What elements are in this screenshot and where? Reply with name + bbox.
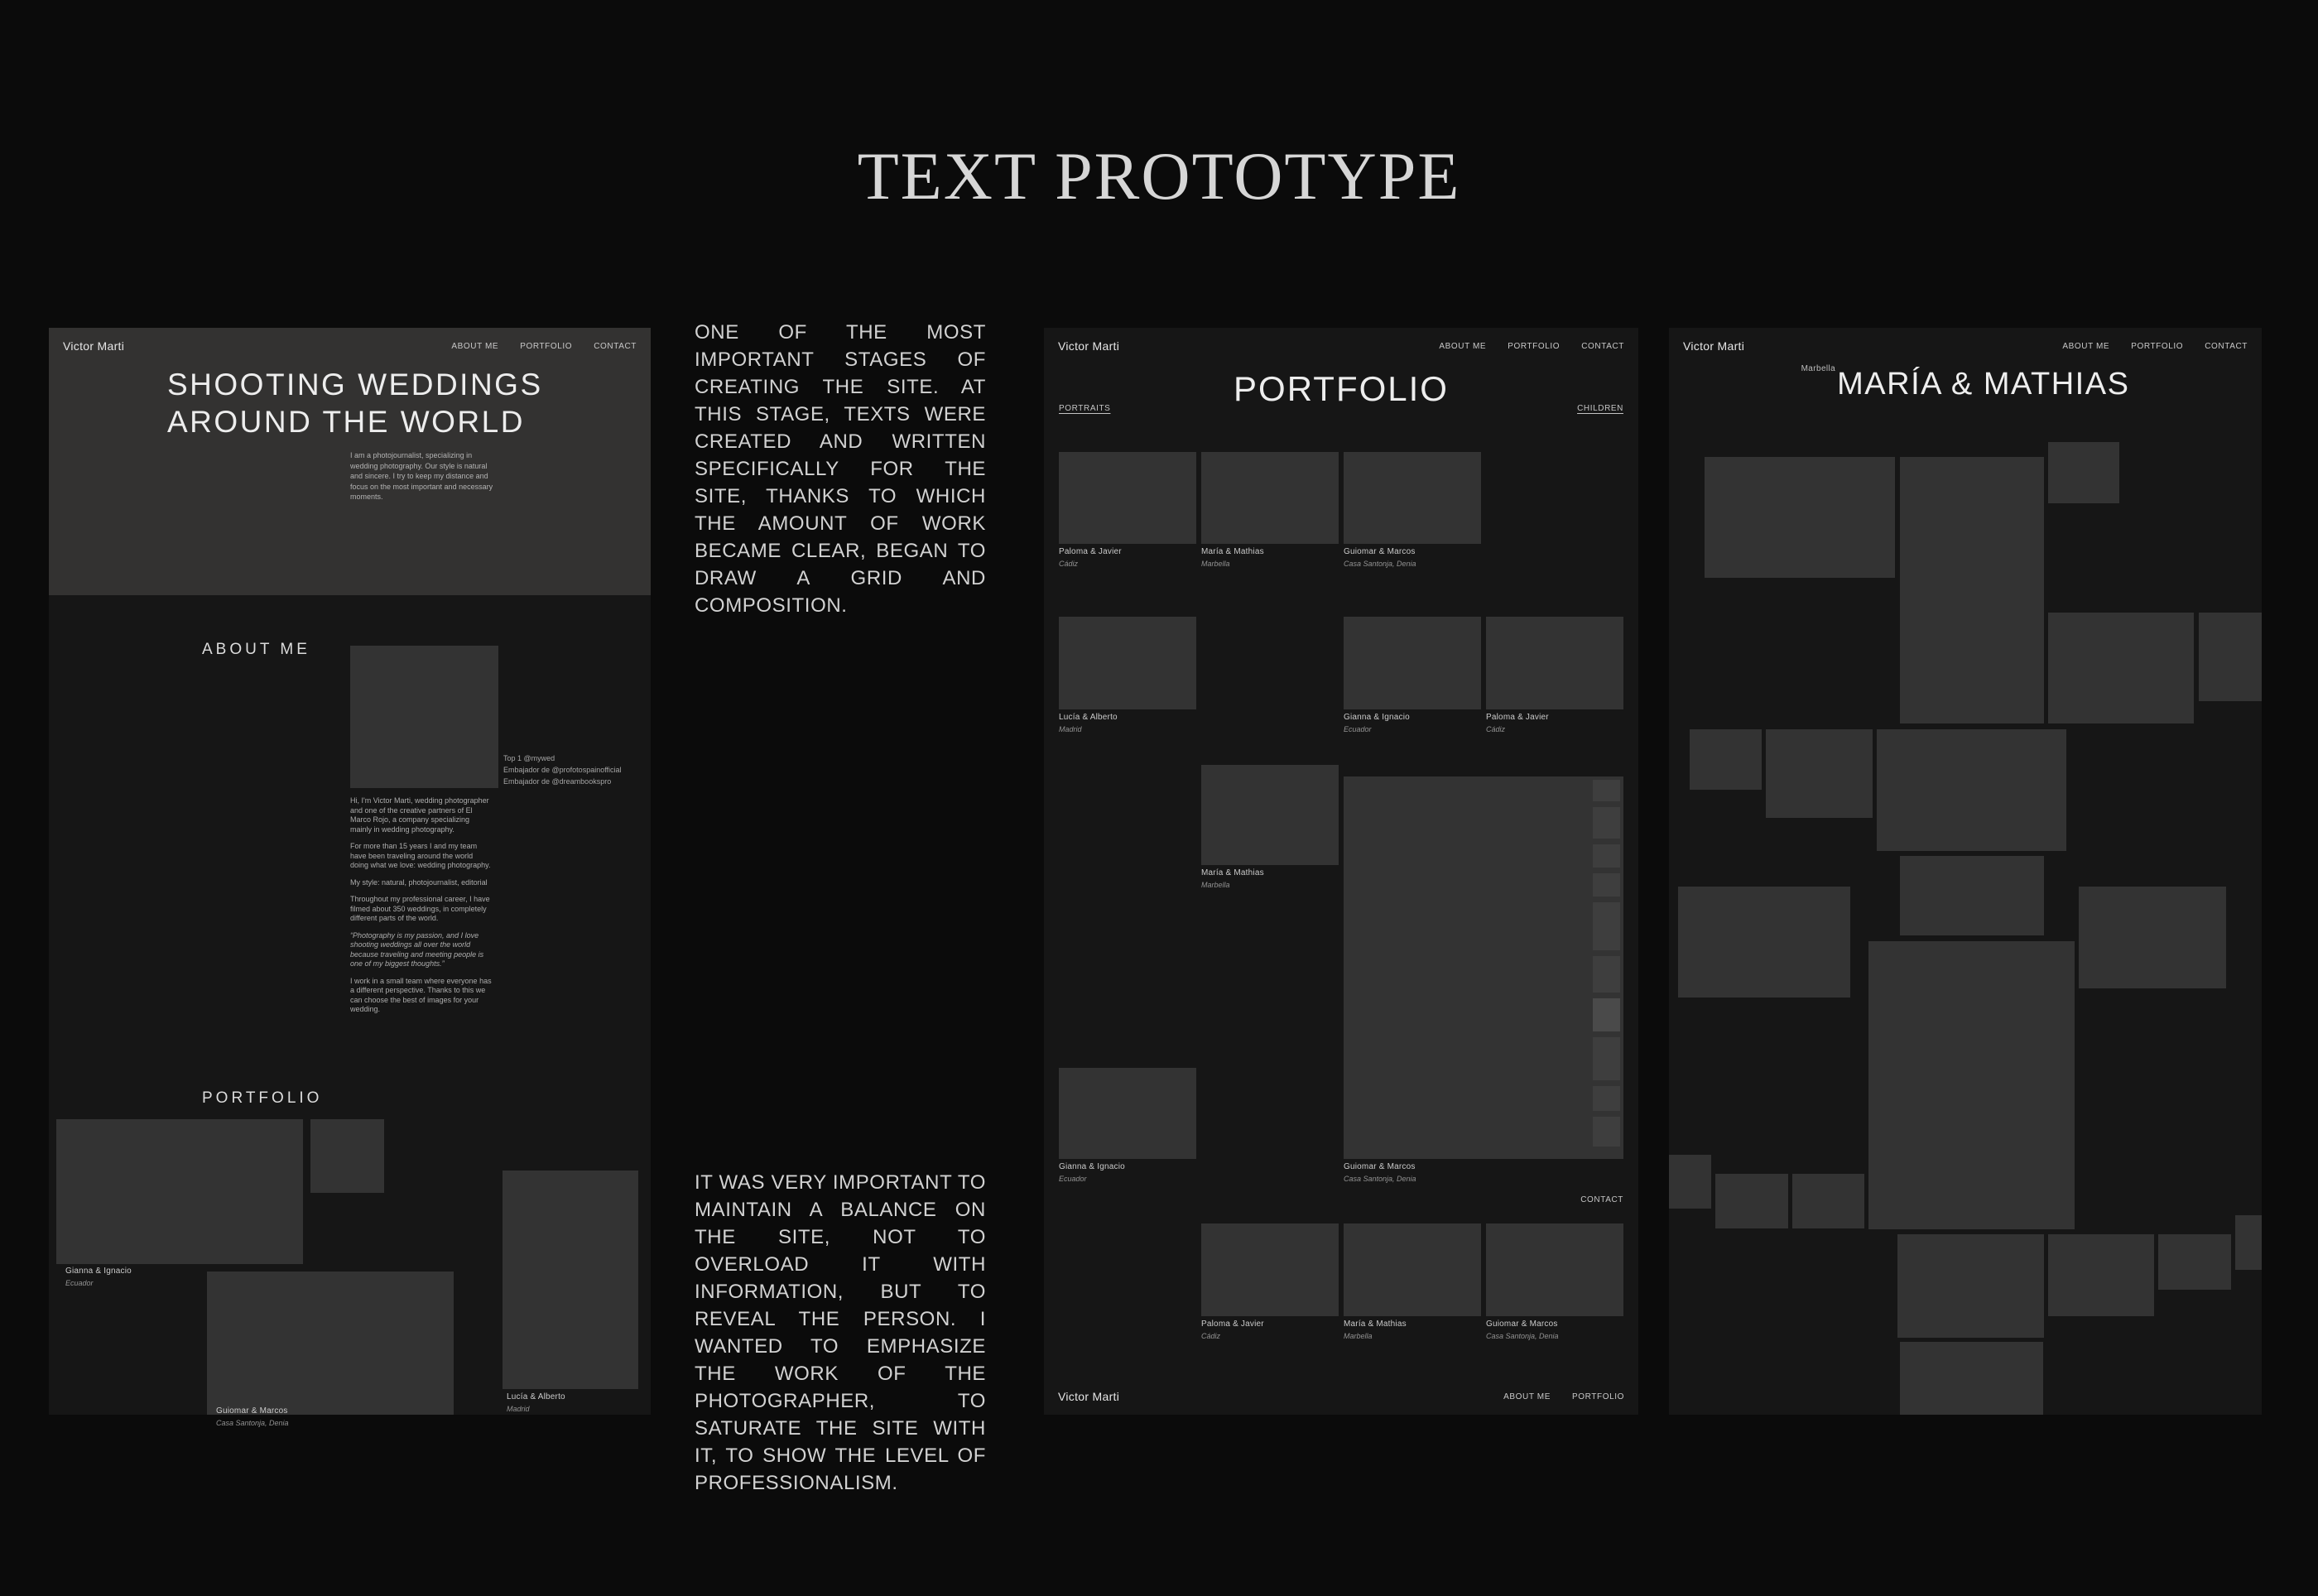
annotation-paragraph-1: ONE OF THE MOST IMPORTANT STAGES OF CREATING THE SITE. AT THIS STAGE, TEXTS WERE CREATED AND WRITTEN SPECIFICALLY FOR THE SITE, THANKS TO WHICH THE AMOUNT OF WORK BECAME CLEAR, BEGAN TO DRAW A GRID AND COMPOSITION.: [695, 321, 986, 617]
about-text: [350, 796, 493, 1022]
photo-caption: [1344, 1162, 1416, 1183]
photo-caption: [1344, 547, 1416, 568]
photo-placeholder[interactable]: [1059, 452, 1196, 544]
photo-caption: [65, 1267, 132, 1287]
photo-caption-name: Gianna & Ignacio: [1344, 713, 1410, 722]
photo-placeholder[interactable]: [1201, 1223, 1339, 1316]
gallery-photo-placeholder[interactable]: [1690, 729, 1762, 790]
photo-placeholder[interactable]: [1344, 617, 1481, 709]
gallery-photo-placeholder[interactable]: [1705, 457, 1895, 578]
photo-caption-location: Marbella: [1201, 560, 1230, 568]
gallery-photo-placeholder[interactable]: [1678, 887, 1850, 997]
photo-caption-name: Paloma & Javier: [1059, 547, 1122, 556]
photo-caption-name: Gianna & Ignacio: [1059, 1162, 1125, 1171]
gallery-photo-placeholder[interactable]: [2158, 1234, 2231, 1290]
mockup-home-page: [49, 328, 651, 1427]
carousel-thumb[interactable]: [1593, 902, 1620, 950]
gallery-photo-placeholder[interactable]: [2235, 1215, 2262, 1270]
project-location-label: Marbella: [1801, 364, 1836, 373]
photo-caption-location: Cádiz: [1486, 725, 1506, 733]
site-header: [1044, 328, 1638, 353]
photo-caption: [1059, 713, 1118, 733]
photo-placeholder[interactable]: [1344, 1223, 1481, 1316]
photo-caption-location: Cádiz: [1201, 1332, 1221, 1340]
brand-logo[interactable]: Victor Marti: [1058, 339, 1120, 353]
gallery-photo-placeholder[interactable]: [2199, 613, 2262, 701]
photo-caption-location: Casa Santonja, Denia: [216, 1419, 289, 1427]
nav-about[interactable]: ABOUT ME: [451, 341, 499, 351]
photo-caption-location: Madrid: [1059, 725, 1082, 733]
photo-caption-name: Paloma & Javier: [1201, 1320, 1264, 1329]
photo-placeholder[interactable]: [1486, 617, 1623, 709]
annotation-paragraph-2: IT WAS VERY IMPORTANT TO MAINTAIN A BALANCE ON THE SITE, NOT TO OVERLOAD IT WITH INFORMATION, BUT TO REVEAL THE PERSON. I WANTED TO EMPHASIZE THE WORK OF THE PHOTOGRAPHER, TO SATURATE THE SITE WITH IT, TO SHOW THE LEVEL OF PROFESSIONALISM.: [695, 1171, 986, 1494]
brand-logo[interactable]: Victor Marti: [1683, 339, 1745, 353]
nav-portfolio[interactable]: PORTFOLIO: [520, 341, 573, 351]
site-header: [1669, 328, 2262, 353]
portfolio-heading: PORTFOLIO: [202, 1089, 323, 1107]
about-paragraph: I work in a small team where everyone has a different perspective. Thanks to this we can choose the best of images for your wedding.: [350, 976, 492, 1013]
photo-caption: [507, 1392, 565, 1413]
photo-caption: [216, 1406, 289, 1427]
photo-caption-location: Casa Santonja, Denia: [1344, 560, 1416, 568]
project-title: $^{Marbella}$MARÍA & MATHIAS: [1801, 364, 2130, 401]
badge-dreambooks: Embajador de @dreambookspro: [503, 776, 612, 786]
photo-caption: [1201, 868, 1264, 889]
photo-caption-name: Guiomar & Marcos: [1486, 1320, 1558, 1329]
nav-contact[interactable]: CONTACT: [2205, 341, 2248, 351]
tab-portraits[interactable]: PORTRAITS: [1059, 404, 1111, 413]
photo-caption-location: Cádiz: [1059, 560, 1079, 568]
carousel-thumb[interactable]: [1593, 1037, 1620, 1080]
photo-caption-location: Ecuador: [1059, 1175, 1087, 1183]
photo-caption: [1201, 547, 1264, 568]
footer-nav: [1503, 1392, 1624, 1401]
badge-profoto: Embajador de @profotospainofficial: [503, 765, 622, 774]
gallery-photo-placeholder[interactable]: [1900, 1342, 2043, 1415]
nav-about[interactable]: ABOUT ME: [2062, 341, 2110, 351]
photo-caption: [1059, 547, 1122, 568]
gallery-photo-placeholder[interactable]: [2048, 613, 2194, 723]
carousel-thumb[interactable]: [1593, 956, 1620, 993]
footer-brand[interactable]: Victor Marti: [1058, 1390, 1120, 1403]
photo-caption: [1344, 1320, 1407, 1340]
about-paragraph: My style: natural, photojournalist, editorial: [350, 877, 488, 887]
carousel-thumb[interactable]: [1593, 1117, 1620, 1147]
photo-caption-location: Marbella: [1201, 881, 1230, 889]
photo-caption-name: María & Mathias: [1201, 868, 1264, 877]
nav-portfolio[interactable]: PORTFOLIO: [1508, 341, 1561, 351]
photo-placeholder[interactable]: [56, 1119, 303, 1264]
carousel-thumb[interactable]: [1593, 1086, 1620, 1111]
gallery-photo-placeholder[interactable]: [2048, 1234, 2154, 1316]
photo-caption: [1486, 713, 1549, 733]
gallery-photo-placeholder[interactable]: [1766, 729, 1873, 818]
about-badges: [503, 753, 644, 788]
photo-placeholder[interactable]: [1059, 1068, 1196, 1159]
site-footer: [1058, 1390, 1624, 1403]
photo-caption: [1486, 1320, 1559, 1340]
nav-contact[interactable]: CONTACT: [1581, 341, 1624, 351]
photo-placeholder[interactable]: [1344, 452, 1481, 544]
photo-caption-location: Madrid: [507, 1405, 530, 1413]
gallery-photo-placeholder[interactable]: [1792, 1174, 1864, 1228]
gallery-photo-placeholder[interactable]: [2079, 887, 2226, 988]
gallery-photo-placeholder[interactable]: [1897, 1234, 2044, 1338]
photo-caption-name: Lucía & Alberto: [1059, 713, 1118, 722]
mockup-portfolio-page: [1044, 328, 1638, 1415]
photo-placeholder[interactable]: [310, 1119, 384, 1193]
nav-contact[interactable]: CONTACT: [594, 341, 637, 351]
photo-placeholder[interactable]: [1201, 452, 1339, 544]
footer-nav-portfolio[interactable]: PORTFOLIO: [1571, 1392, 1624, 1401]
thumbnail-carousel: [1593, 780, 1620, 1156]
brand-logo[interactable]: Victor Marti: [63, 339, 125, 353]
main-nav: [2062, 342, 2248, 351]
nav-about[interactable]: ABOUT ME: [1439, 341, 1487, 351]
gallery-photo-placeholder[interactable]: [2048, 442, 2119, 503]
carousel-thumb-active[interactable]: [1593, 998, 1620, 1031]
main-nav: [1439, 342, 1624, 351]
carousel-thumb[interactable]: [1593, 844, 1620, 868]
photo-caption-name: Guiomar & Marcos: [216, 1406, 288, 1416]
photo-caption-location: Casa Santonja, Denia: [1344, 1175, 1416, 1183]
contact-link[interactable]: CONTACT: [1580, 1195, 1623, 1204]
about-me-heading: ABOUT ME: [202, 641, 310, 658]
photo-placeholder[interactable]: [1486, 1223, 1623, 1316]
gallery-photo-placeholder[interactable]: [1900, 457, 2044, 723]
photo-caption-location: Ecuador: [65, 1279, 94, 1287]
footer-nav-about[interactable]: ABOUT ME: [1503, 1392, 1551, 1401]
gallery-photo-placeholder[interactable]: [1715, 1174, 1788, 1228]
hero-title: SHOOTING WEDDINGS AROUND THE WORLD: [167, 368, 543, 440]
photo-caption: [1059, 1162, 1125, 1183]
about-paragraph: Hi, I'm Victor Marti, wedding photographer and one of the creative partners of El Marco Rojo, a company specializing mainly in wedding photography.: [350, 796, 489, 834]
hero-intro-text: I am a photojournalist, specializing in wedding photography. Our style is natural and sincere. I try to keep my distance and focus on the most important and necessary moments.: [350, 451, 493, 502]
mockup-project-page: [1669, 328, 2262, 1415]
carousel-thumb[interactable]: [1593, 873, 1620, 897]
photo-caption-name: Gianna & Ignacio: [65, 1267, 132, 1276]
photo-placeholder[interactable]: [1201, 765, 1339, 865]
photo-caption: [1344, 713, 1410, 733]
photo-caption: [1201, 1320, 1264, 1340]
photo-caption-location: Ecuador: [1344, 725, 1372, 733]
photo-caption-name: María & Mathias: [1201, 547, 1264, 556]
about-paragraph: Throughout my professional career, I have filmed about 350 weddings, in completely different parts of the world.: [350, 895, 490, 922]
photo-placeholder[interactable]: [1059, 617, 1196, 709]
tab-children[interactable]: CHILDREN: [1577, 404, 1623, 413]
gallery-photo-placeholder[interactable]: [1877, 729, 2066, 851]
photo-caption-name: Guiomar & Marcos: [1344, 547, 1416, 556]
presentation-title: TEXT PROTOTYPE: [857, 138, 1461, 214]
carousel-thumb[interactable]: [1593, 807, 1620, 839]
photo-placeholder[interactable]: [207, 1272, 454, 1415]
gallery-photo-placeholder[interactable]: [1900, 856, 2044, 935]
about-paragraph: For more than 15 years I and my team have been traveling around the world doing what we love: wedding photography.: [350, 842, 491, 869]
main-nav: [451, 342, 637, 351]
nav-portfolio[interactable]: PORTFOLIO: [2131, 341, 2184, 351]
about-photo-placeholder: [350, 646, 498, 788]
page-title: PORTFOLIO: [1234, 369, 1449, 408]
site-header: [49, 328, 651, 353]
gallery-photo-placeholder[interactable]: [1868, 941, 2075, 1229]
featured-photo-placeholder[interactable]: [1344, 776, 1623, 1159]
gallery-photo-placeholder[interactable]: [1669, 1155, 1711, 1209]
photo-caption-name: María & Mathias: [1344, 1320, 1407, 1329]
carousel-thumb[interactable]: [1593, 780, 1620, 801]
about-quote: “Photography is my passion, and I love shooting weddings all over the world because traveling and meeting people is one of my biggest thoughts.”: [350, 930, 484, 968]
photo-caption-name: Guiomar & Marcos: [1344, 1162, 1416, 1171]
photo-placeholder[interactable]: [503, 1171, 638, 1389]
photo-caption-location: Marbella: [1344, 1332, 1373, 1340]
badge-mywed: Top 1 @mywed: [503, 754, 555, 762]
photo-caption-name: Paloma & Javier: [1486, 713, 1549, 722]
photo-caption-location: Casa Santonja, Denia: [1486, 1332, 1559, 1340]
photo-caption-name: Lucía & Alberto: [507, 1392, 565, 1401]
